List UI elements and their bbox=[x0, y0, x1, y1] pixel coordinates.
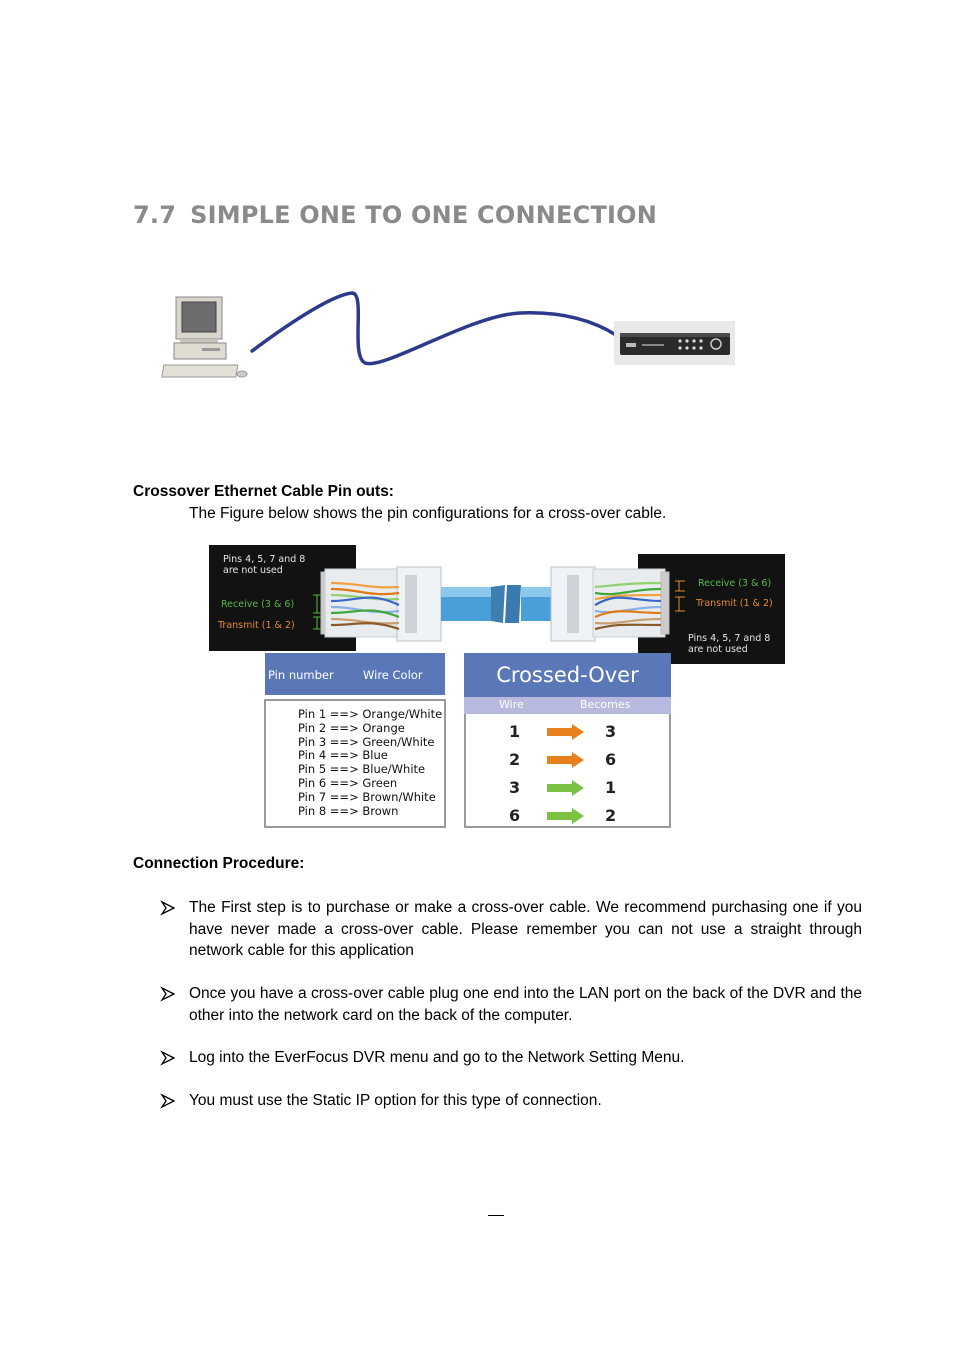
wire-number: 6 bbox=[509, 806, 521, 825]
pin-row: Pin 5 ==> Blue/White bbox=[298, 762, 426, 777]
pinouts-intro: The Figure below shows the pin configurations for a cross-over cable. bbox=[189, 505, 667, 522]
left-note-line-1: Pins 4, 5, 7 and 8 bbox=[223, 554, 306, 565]
wire-number: 1 bbox=[509, 722, 521, 741]
pin-row: Pin 1 ==> Orange/White bbox=[298, 707, 443, 721]
becomes-header: Becomes bbox=[580, 698, 631, 711]
connection-diagram bbox=[160, 285, 740, 385]
wire-number: 3 bbox=[509, 778, 521, 797]
left-transmit-label: Transmit (1 & 2) bbox=[218, 620, 295, 631]
dvr-icon bbox=[614, 321, 735, 365]
right-note-line-2: are not used bbox=[688, 644, 748, 655]
left-note-line-2: are not used bbox=[223, 565, 283, 576]
list-item bbox=[160, 1047, 862, 1069]
crossover-figure bbox=[209, 545, 785, 829]
right-receive-label: Receive (3 & 6) bbox=[698, 578, 772, 589]
section-heading bbox=[133, 201, 657, 229]
orange-arrow-icon bbox=[546, 751, 586, 769]
becomes-number: 3 bbox=[605, 722, 617, 741]
right-note-line-1: Pins 4, 5, 7 and 8 bbox=[688, 633, 771, 644]
crossover-row bbox=[466, 804, 669, 830]
pin-row: Pin 8 ==> Brown bbox=[298, 803, 399, 818]
arrowhead-bullet-icon bbox=[160, 900, 176, 916]
step-text: The First step is to purchase or make a cross-over cable. We recommend purchasing one if you have never made a cross-over cable. Please remember you can not use a straight through network cable for this application bbox=[189, 899, 862, 959]
list-item bbox=[160, 983, 862, 1026]
crossover-row bbox=[466, 720, 669, 746]
arrowhead-bullet-icon bbox=[160, 986, 176, 1002]
orange-arrow-icon bbox=[546, 723, 586, 741]
pinouts-heading: Crossover Ethernet Cable Pin outs: bbox=[133, 483, 394, 500]
section-number: 7.7 bbox=[133, 201, 177, 229]
section-title: SIMPLE ONE TO ONE CONNECTION bbox=[190, 201, 658, 229]
wire-header: Wire bbox=[499, 698, 524, 711]
left-bracket-marks bbox=[313, 595, 321, 629]
pin-row: Pin 6 ==> Green bbox=[298, 775, 398, 790]
right-transmit-label: Transmit (1 & 2) bbox=[696, 598, 773, 609]
right-rj45-connector bbox=[551, 567, 685, 641]
step-text: You must use the Static IP option for this type of connection. bbox=[189, 1092, 602, 1109]
green-arrow-icon bbox=[546, 807, 586, 825]
computer-icon bbox=[162, 297, 247, 377]
connection-illustration bbox=[160, 285, 740, 385]
left-receive-label: Receive (3 & 6) bbox=[221, 599, 295, 610]
step-text: Log into the EverFocus DVR menu and go to the Network Setting Menu. bbox=[189, 1049, 685, 1066]
list-item bbox=[160, 897, 862, 962]
wire-color-header: Wire Color bbox=[363, 668, 423, 682]
cable-body bbox=[441, 585, 555, 623]
becomes-number: 2 bbox=[605, 806, 617, 825]
pin-row: Pin 3 ==> Green/White bbox=[298, 734, 435, 749]
pin-table-header bbox=[265, 653, 445, 695]
procedure-heading: Connection Procedure: bbox=[133, 855, 305, 872]
crossover-row bbox=[466, 776, 669, 802]
green-arrow-icon bbox=[546, 779, 586, 797]
step-text: Once you have a cross-over cable plug one end into the LAN port on the back of the DVR and the other into the network card on the back of the computer. bbox=[189, 985, 862, 1024]
left-rj45-connector bbox=[321, 567, 441, 641]
crossed-over-body bbox=[464, 714, 671, 828]
list-item bbox=[160, 1090, 862, 1112]
crossover-row bbox=[466, 748, 669, 774]
becomes-number: 1 bbox=[605, 778, 617, 797]
page-footer-rule bbox=[488, 1215, 504, 1216]
pin-table-body bbox=[264, 699, 446, 828]
pin-row: Pin 7 ==> Brown/White bbox=[298, 789, 436, 804]
pin-number-header: Pin number bbox=[268, 668, 334, 682]
crossed-over-subheader bbox=[464, 697, 671, 714]
crossover-cable bbox=[252, 293, 616, 364]
crossed-over-title: Crossed-Over bbox=[464, 653, 671, 697]
wire-number: 2 bbox=[509, 750, 521, 769]
pin-row: Pin 4 ==> Blue bbox=[298, 748, 388, 763]
arrowhead-bullet-icon bbox=[160, 1050, 176, 1066]
becomes-number: 6 bbox=[605, 750, 617, 769]
cable-connectors-drawing bbox=[209, 545, 785, 651]
pin-row: Pin 2 ==> Orange bbox=[298, 720, 405, 735]
arrowhead-bullet-icon bbox=[160, 1093, 176, 1109]
